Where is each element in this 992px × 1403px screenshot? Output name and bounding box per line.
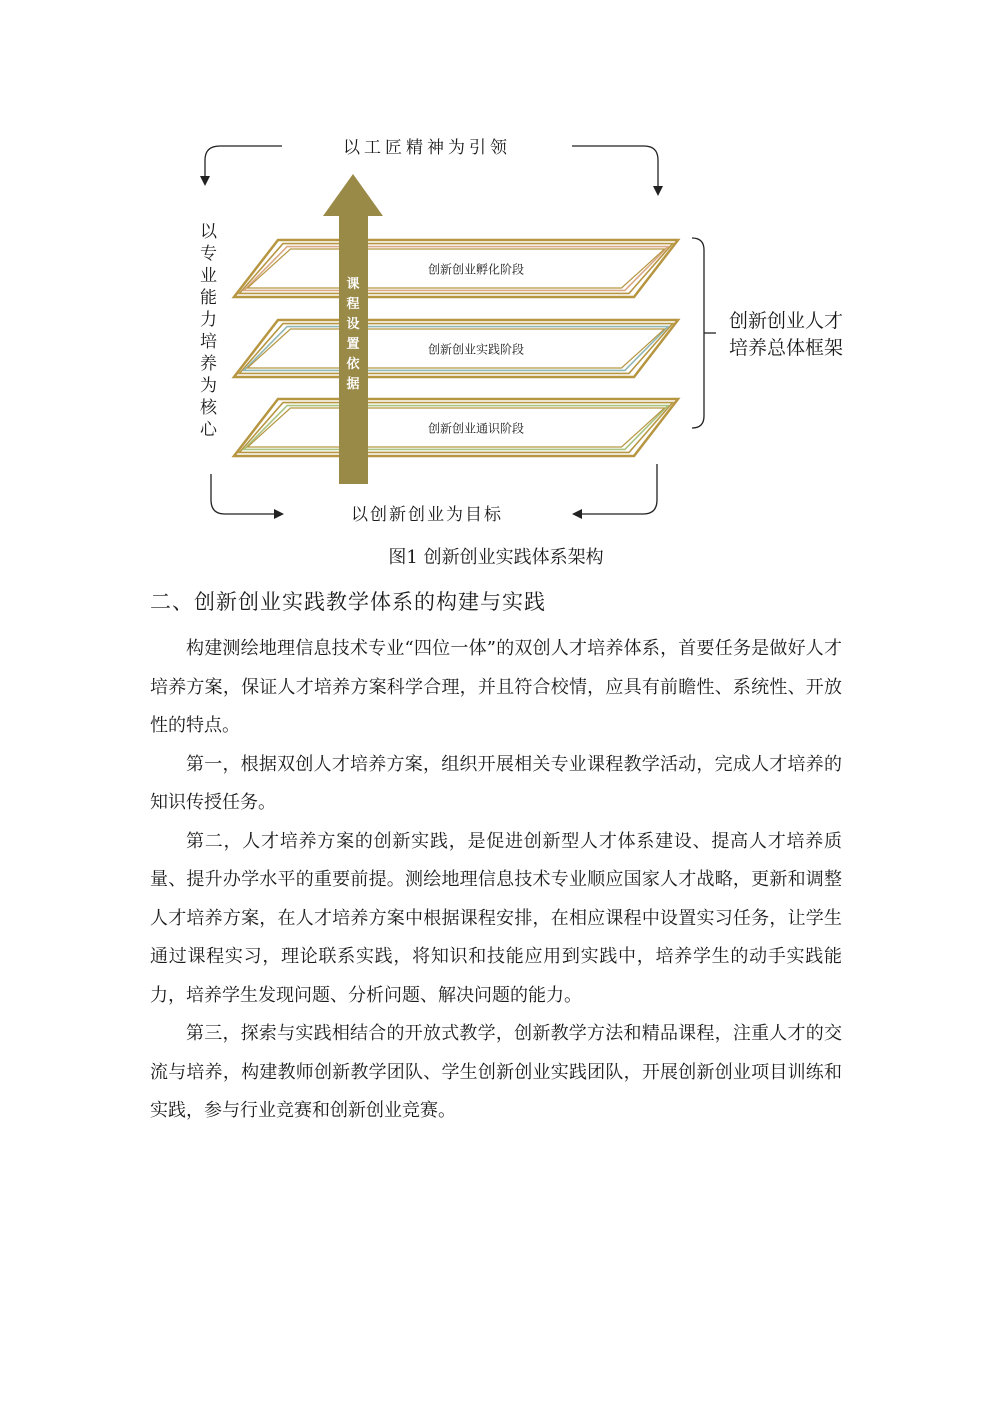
framework-diagram (0, 0, 992, 540)
bottom-right-arrow (574, 464, 657, 514)
bottom-left-arrow (211, 474, 282, 514)
top-right-arrow (572, 146, 658, 194)
layer-2-label: 创新创业实践阶段 (427, 342, 525, 357)
top-label: 以工匠精神为引领 (343, 138, 511, 158)
layer-3 (234, 399, 678, 456)
top-left-arrow (205, 146, 282, 184)
figure-caption: 图1 创新创业实践体系架构 (388, 547, 604, 568)
right-label-line2: 培养总体框架 (728, 337, 844, 359)
right-label-line1: 创新创业人才 (728, 310, 844, 332)
paragraph-2: 第一，根据双创人才培养方案，组织开展相关专业课程教学活动，完成人才培养的知识传授任务。 (150, 753, 842, 813)
bottom-label: 以创新创业为目标 (351, 505, 503, 525)
paragraph-3: 第二，人才培养方案的创新实践，是促进创新型人才体系建设、提高人才培养质量、提升办学水平的重要前提。测绘地理信息技术专业顺应国家人才战略，更新和调整人才培养方案，在人才培养方案中根据课程安排，在相应课程中设置实习任务，让学生通过课程实习，理论联系实践，将知识和技能应用到实践中，培养学生的动手实践能力，培养学生发现问题、分析问题、解决问题的能力。 (150, 830, 842, 1006)
layer-1 (234, 240, 678, 297)
layers-group (234, 240, 678, 456)
arrow-label-char: 依 (346, 357, 360, 372)
right-bracket (692, 238, 704, 428)
layer-2 (234, 320, 678, 377)
arrow-label-char: 程 (346, 297, 360, 312)
layer-3-label: 创新创业通识阶段 (427, 421, 525, 436)
left-label: 以专业能力培养为核心 (196, 222, 216, 442)
layer-1-label: 创新创业孵化阶段 (427, 262, 525, 277)
paragraph-1: 构建测绘地理信息技术专业“四位一体”的双创人才培养体系，首要任务是做好人才培养方案，保证人才培养方案科学合理，并且符合校情，应具有前瞻性、系统性、开放性的特点。 (150, 638, 842, 736)
arrow-label-char: 设 (346, 317, 360, 332)
arrow-label-char: 课 (346, 277, 360, 292)
paragraph-4: 第三，探索与实践相结合的开放式教学，创新教学方法和精品课程，注重人才的交流与培养，构建教师创新教学团队、学生创新创业实践团队，开展创新创业项目训练和实践，参与行业竞赛和创新创业竞赛。 (150, 1023, 842, 1121)
arrow-label-char: 置 (346, 337, 360, 352)
central-arrow-head (323, 174, 383, 216)
arrow-label-char: 据 (346, 377, 360, 392)
section-heading: 二、创新创业实践教学体系的构建与实践 (150, 590, 546, 614)
body-text (150, 630, 842, 1131)
